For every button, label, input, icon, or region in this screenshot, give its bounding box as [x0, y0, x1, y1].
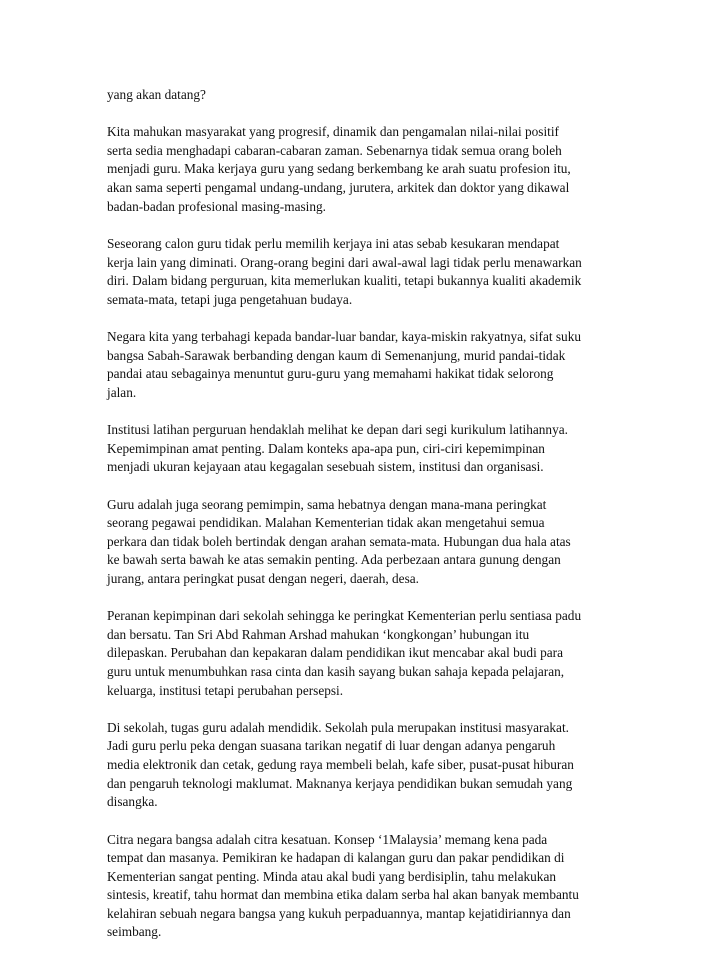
text-line: media elektronik dan cetak, gedung raya membeli belah, kafe siber, pusat-pusat hiburan: [107, 757, 574, 773]
text-line: badan-badan profesional masing-masing.: [107, 198, 326, 214]
text-line: yang akan datang?: [107, 87, 206, 102]
document-body: [107, 86, 622, 961]
paragraph-2: [107, 123, 622, 216]
text-line: bangsa Sabah-Sarawak berbanding dengan kaum di Semenanjung, murid pandai-tidak: [107, 347, 566, 363]
text-line: seorang pegawai pendidikan. Malahan Kementerian tidak akan mengetahui semua: [107, 515, 545, 531]
text-line: kerja lain yang diminati. Orang-orang begini dari awal-awal lagi tidak perlu menawarkan: [107, 254, 582, 270]
text-line: kelahiran sebuah negara bangsa yang kukuh perpaduannya, mantap kejatidiriannya dan: [107, 905, 571, 921]
text-line: dilepaskan. Perubahan dan kepakaran dalam pendidikan ikut mencabar akal budi para: [107, 645, 563, 661]
text-line: seimbang.: [107, 924, 162, 940]
text-line: jalan.: [107, 384, 137, 400]
text-line: Institusi latihan perguruan hendaklah melihat ke depan dari segi kurikulum latihannya.: [107, 422, 568, 438]
text-line: diri. Dalam bidang perguruan, kita memerlukan kualiti, tetapi bukannya kualiti akademik: [107, 273, 582, 289]
text-line: sintesis, kreatif, tahu hormat dan membina etika dalam serba hal akan banyak membantu: [107, 887, 579, 903]
text-line: keluarga, institusi tetapi perubahan persepsi.: [107, 682, 344, 698]
paragraph-5: [107, 421, 622, 477]
paragraph-7: [107, 607, 622, 700]
paragraph-1: [107, 86, 622, 105]
text-line: Negara kita yang terbahagi kepada bandar-luar bandar, kaya-miskin rakyatnya, sifat suku: [107, 329, 581, 344]
text-line: serta sedia menghadapi cabaran-cabaran zaman. Sebenarnya tidak semua orang boleh: [107, 142, 562, 158]
text-line: menjadi ukuran kejayaan atau kegagalan sesebuah sistem, institusi dan organisasi.: [107, 459, 544, 475]
text-line: perkara dan tidak boleh bertindak dengan arahan semata-mata. Hubungan dua hala atas: [107, 533, 571, 549]
text-line: disangka.: [107, 794, 158, 810]
text-line: Di sekolah, tugas guru adalah mendidik. Sekolah pula merupakan institusi masyarakat.: [107, 719, 569, 735]
paragraph-8: [107, 719, 622, 812]
text-line: semata-mata, tetapi juga pengetahuan budaya.: [107, 291, 353, 307]
paragraph-6: [107, 496, 622, 589]
paragraph-3: [107, 235, 622, 309]
text-line: Jadi guru perlu peka dengan suasana tarikan negatif di luar dengan adanya pengaruh: [107, 738, 556, 754]
text-line: tempat dan masanya. Pemikiran ke hadapan di kalangan guru dan pakar pendidikan di: [107, 850, 565, 866]
text-line: menjadi guru. Maka kerjaya guru yang sedang berkembang ke arah suatu profesion itu,: [107, 161, 571, 177]
paragraph-4: [107, 328, 622, 402]
text-line: Kementerian sangat penting. Minda atau akal budi yang berdisiplin, tahu melakukan: [107, 868, 557, 884]
text-line: Seseorang calon guru tidak perlu memilih kerjaya ini atas sebab kesukaran mendapat: [107, 235, 560, 251]
text-line: Kepemimpinan amat penting. Dalam konteks apa-apa pun, ciri-ciri kepemimpinan: [107, 440, 545, 456]
text-line: dan bersatu. Tan Sri Abd Rahman Arshad mahukan ‘kongkongan’ hubungan itu: [107, 626, 530, 642]
text-line: Peranan kepimpinan dari sekolah sehingga ke peringkat Kementerian perlu sentiasa padu: [107, 608, 582, 624]
text-line: dan pengaruh teknologi maklumat. Maknanya kerjaya pendidikan bukan semudah yang: [107, 775, 573, 791]
text-line: akan sama seperti pengamal undang-undang, jurutera, arkitek dan doktor yang dikawal: [107, 180, 570, 196]
paragraph-9: [107, 831, 622, 943]
text-line: Citra negara bangsa adalah citra kesatuan. Konsep ‘1Malaysia’ memang kena pada: [107, 831, 548, 847]
text-line: ke bawah serta bawah ke atas semakin penting. Ada perbezaan antara gunung dengan: [107, 552, 561, 568]
text-line: Kita mahukan masyarakat yang progresif, dinamik dan pengamalan nilai-nilai positif: [107, 124, 559, 140]
text-line: pandai atau sebagainya menuntut guru-guru yang memahami hakikat tidak selorong: [107, 366, 554, 382]
text-line: jurang, antara peringkat pusat dengan negeri, daerah, desa.: [107, 570, 419, 586]
text-line: guru untuk menumbuhkan rasa cinta dan kasih sayang bukan sahaja kepada pelajaran,: [107, 663, 565, 679]
text-line: Guru adalah juga seorang pemimpin, sama hebatnya dengan mana-mana peringkat: [107, 496, 547, 512]
